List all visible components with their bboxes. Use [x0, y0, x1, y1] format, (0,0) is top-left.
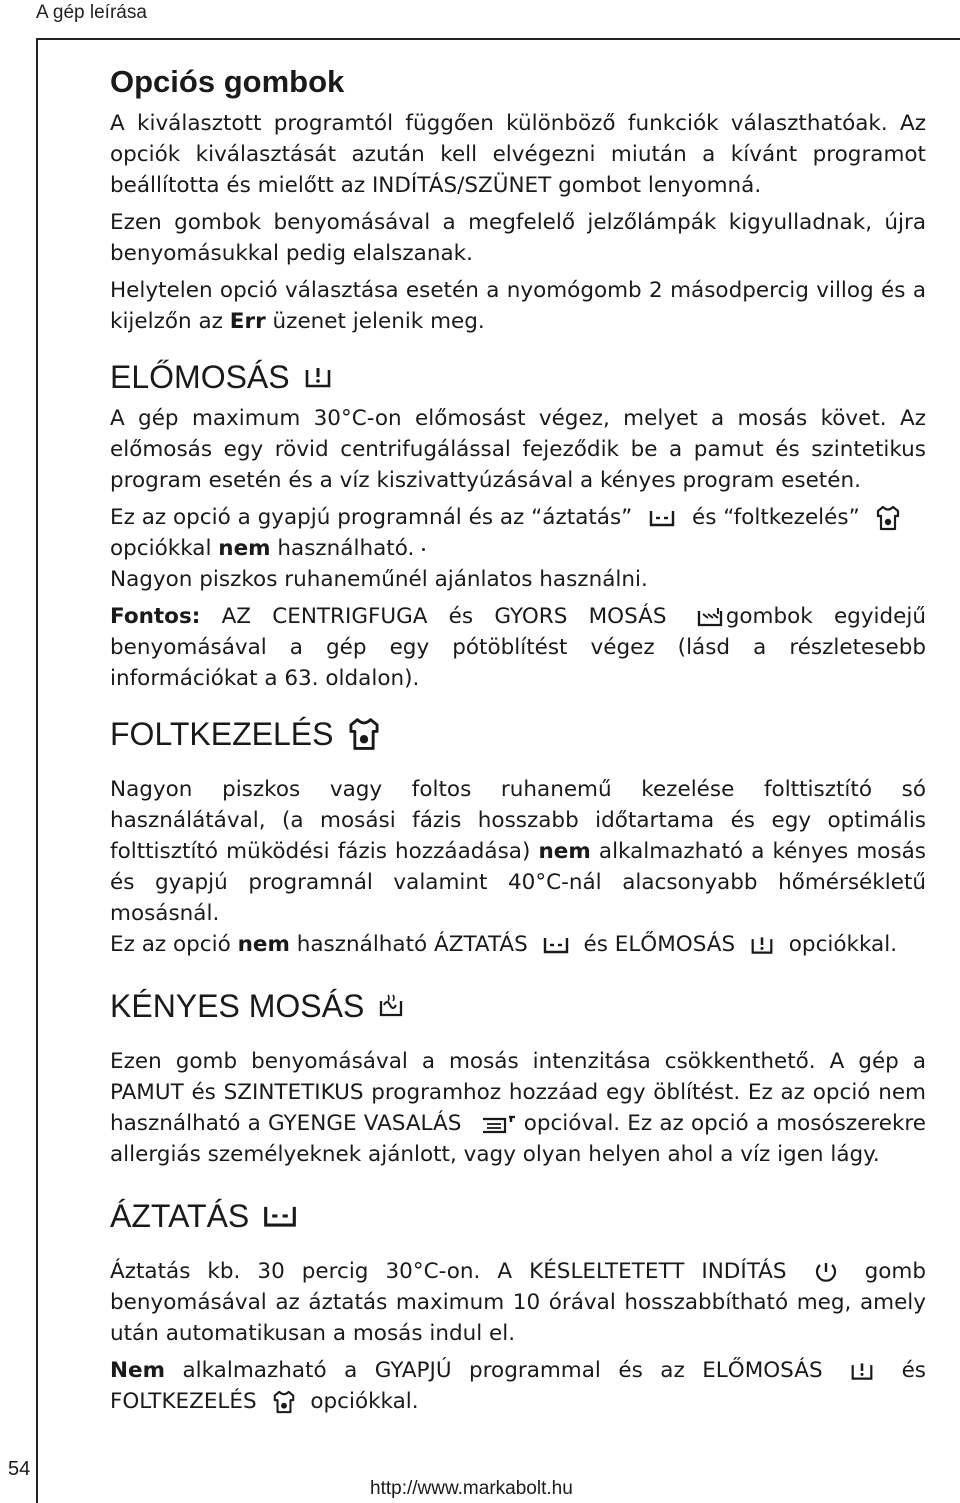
prewash-paragraph-2	[110, 502, 926, 564]
soak-icon	[649, 508, 675, 528]
stain-shirt-icon	[272, 1390, 296, 1414]
prewash-icon	[850, 1360, 874, 1382]
text: alkalmazható a GYAPJÚ programmal és az ELŐMOSÁS	[164, 1358, 823, 1383]
stain-paragraph-2	[110, 929, 926, 960]
prewash-paragraph-1: A gép maximum 30°C-on előmosást végez, melyet a mosás követ. Az előmosás egy rövid centrifugálással fejeződik be a pamut és szintetikus program esetén és a víz kiszivattyúzásával a kényes program esetén.	[110, 406, 926, 493]
quick-wash-icon	[696, 606, 726, 628]
stain-title-text: FOLTKEZELÉS	[110, 716, 334, 752]
section-title-prewash	[110, 357, 926, 397]
section-title-stain	[110, 714, 926, 754]
text: AZ CENTRIGFUGA és GYORS MOSÁS	[200, 604, 667, 629]
stray-dot	[422, 548, 425, 551]
page-number: 54	[8, 1458, 31, 1480]
text: és ELŐMOSÁS	[583, 932, 736, 957]
text: opciókkal.	[310, 1389, 419, 1414]
options-paragraph-2: Ezen gombok benyomásával a megfelelő jelzőlámpák kigyulladnak, újra benyomásukkal pedig elalszanak.	[110, 210, 926, 266]
prewash-paragraph-4	[110, 601, 926, 694]
emphasis: Nem	[110, 1358, 165, 1383]
stain-shirt-icon	[875, 505, 901, 531]
soak-icon	[263, 1203, 297, 1229]
delicate-paragraph-1	[110, 1046, 926, 1170]
page-header: A gép leírása	[36, 2, 147, 23]
header-rule	[36, 38, 960, 40]
stain-paragraph-1	[110, 774, 926, 929]
text: Ez az opció	[110, 932, 238, 957]
soak-title-text: ÁZTATÁS	[110, 1198, 250, 1234]
text: használható.	[270, 536, 415, 561]
text: és “foltkezelés”	[692, 505, 860, 530]
text: Áztatás kb. 30 percig 30°C-on. A KÉSLELTETETT INDÍTÁS	[110, 1259, 787, 1284]
text: gombok egyidejű benyomásával a gép egy pótöblítést végez (lásd a részletesebb információkat a 63. oldalon).	[110, 604, 926, 691]
text: Ez az opció a gyapjú programnál és az “áztatás”	[110, 505, 633, 530]
stain-shirt-icon	[347, 717, 381, 751]
text: Helytelen opció választása esetén a nyomógomb 2 másodpercig villog és a kijelzőn az	[110, 278, 926, 334]
emphasis: nem	[538, 839, 591, 864]
text: opciókkal.	[788, 932, 898, 957]
main-content	[110, 62, 926, 1417]
options-paragraph-3	[110, 275, 926, 337]
section-title-options: Opciós gombok	[110, 64, 345, 99]
easy-iron-icon	[481, 1113, 517, 1135]
soak-paragraph-2	[110, 1355, 926, 1417]
delay-start-icon	[814, 1260, 838, 1284]
soak-paragraph-1	[110, 1256, 926, 1349]
emphasis: nem	[237, 932, 290, 957]
important-label: Fontos:	[110, 604, 201, 629]
text: gomb benyomásával az áztatás maximum 10 órával hosszabbítható meg, amely után automatikusan a mosás indul el.	[110, 1259, 926, 1346]
section-title-soak	[110, 1196, 926, 1236]
text: használható ÁZTATÁS	[289, 932, 528, 957]
delicate-title-text: KÉNYES MOSÁS	[110, 988, 365, 1024]
text: üzenet jelenik meg.	[265, 309, 485, 334]
prewash-icon	[750, 934, 774, 956]
prewash-title-text: ELŐMOSÁS	[110, 359, 290, 395]
prewash-paragraph-3: Nagyon piszkos ruhaneműnél ajánlatos használni.	[110, 567, 648, 592]
section-title-delicate	[110, 986, 926, 1026]
margin-rule	[36, 38, 38, 1503]
emphasis: nem	[218, 536, 271, 561]
text: és FOLTKEZELÉS	[110, 1358, 926, 1414]
prewash-icon	[304, 364, 332, 390]
text: opcióval. Ez az opció a mosószerekre allergiás személyeknek ajánlott, vagy olyan helyen ahol a víz igen lágy.	[110, 1111, 926, 1167]
delicate-wash-icon	[378, 993, 404, 1019]
options-paragraph-1: A kiválasztott programtól függően különböző funkciók választhatóak. Az opciók kiválasztását azután kell elvégezni miután a kívánt programot beállította és mielőtt az INDÍTÁS/SZÜNET gombot lenyomná.	[110, 111, 926, 198]
text: Nagyon piszkos vagy foltos ruhanemű kezelése folttisztító só használátával, (a mosási fázis hosszabb időtartama és egy optimális folttisztító müködési fázis hozzáadása)	[110, 777, 926, 864]
footer-url: http://www.markabolt.hu	[370, 1478, 573, 1499]
soak-icon	[543, 935, 569, 955]
error-code: Err	[229, 309, 266, 334]
text: Ezen gomb benyomásával a mosás intenzitása csökkenthető. A gép a PAMUT és SZINTETIKUS programhoz hozzáad egy öblítést. Ez az opció nem használható a GYENGE VASALÁS	[110, 1049, 926, 1136]
text: alkalmazható a kényes mosás és gyapjú programnál valamint 40°C-nál alacsonyabb hőmérsékletű mosásnál.	[110, 839, 926, 926]
text: opciókkal	[110, 536, 219, 561]
